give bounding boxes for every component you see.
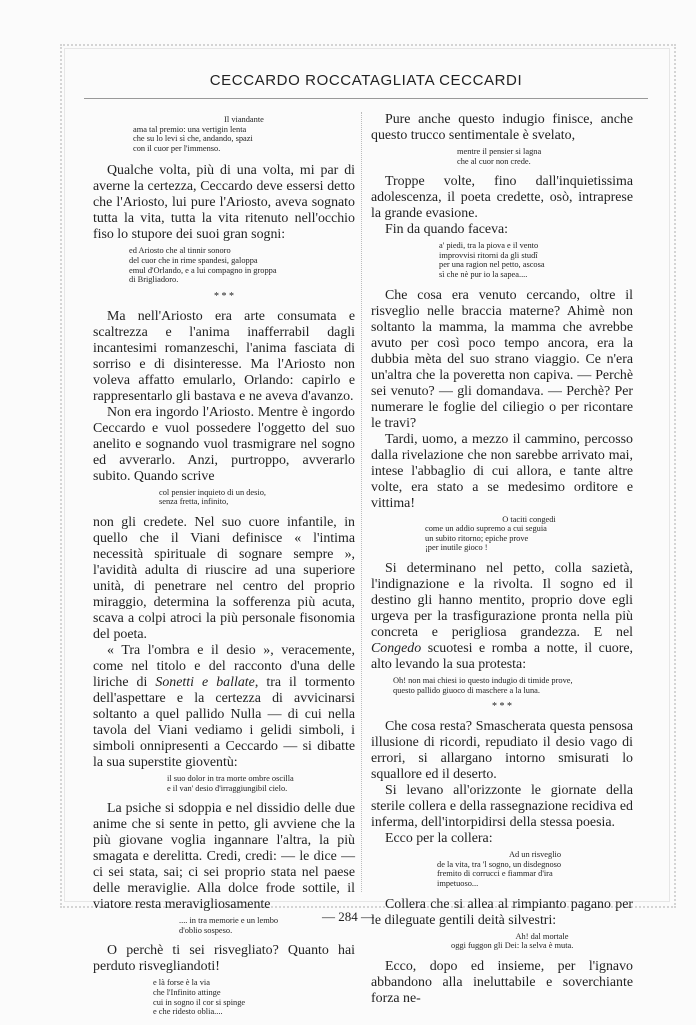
- verse-line: questo pallido giuoco di maschere a la luna.: [393, 685, 540, 695]
- verse-line: cui in sogno il cor si spinge: [153, 997, 246, 1007]
- verse-line: di Brigliadoro.: [129, 275, 179, 285]
- verse-line: che al cuor non crede.: [457, 156, 531, 166]
- paragraph-text: , tra il tormento dell'aspettare e la certezza di avvicinarsi soltanto a quel pallido Nulla — di cui nella tavola del Viani vediamo i gelidi simboli, i simboli onnipresenti a Ceccardo — si dibatte la sua superstite gioventù:: [93, 674, 355, 770]
- paragraph-text: Si determinano nel petto, colla sazietà, l'indignazione e la rivolta. Il sogno ed il destino gli hanno mentito, proprio dove egli urgeva per la trasfigurazione pronta nella più concreta e perigliosa grandezza. E nel: [371, 560, 633, 640]
- section-separator-asterisks: * * *: [492, 701, 512, 713]
- paragraph: Si levano all'orizzonte le giornate della sterile collera e della rassegnazione recidiva ed inferma, dell'intorpidirsi della stessa poesia.: [371, 783, 633, 831]
- header-rule: [84, 98, 648, 99]
- verse-line: il suo dolor in tra morte ombre oscilla: [167, 773, 294, 783]
- verse-line: ed Ariosto che al tinnir sonoro: [129, 246, 231, 256]
- verse-quote-dolor: [93, 774, 355, 793]
- verse-line: .... in tra memorie e un lembo: [179, 916, 279, 926]
- verse-line: oggi fuggon gli Dei: la selva è muta.: [451, 941, 574, 951]
- verse-line: e che ridesto oblia....: [153, 1007, 223, 1017]
- verse-line: emul d'Orlando, e a lui compagno in groppa: [129, 265, 277, 275]
- verse-line: che l'Infinito attinge: [153, 987, 221, 997]
- verse-line: Ah! dal mortale: [515, 931, 569, 941]
- paragraph-text: scuotesi e romba a notte, il cuore, alto levando la sua protesta:: [371, 640, 633, 672]
- verse-quote-viandante: [93, 115, 355, 153]
- verse-line: d'oblio sospeso.: [179, 925, 233, 935]
- verse-line: un subito ritorno; epiche prove: [425, 533, 529, 543]
- paragraph: Che cosa resta? Smascherata questa pensosa illusione di ricordi, repudiato il desio vago di errori, si allargano intorno smisurati lo squallore ed il deserto.: [371, 719, 633, 783]
- verse-line: come un addio supremo a cui seguia: [425, 524, 547, 534]
- verse-line: impetuoso...: [437, 878, 479, 888]
- paragraph: La psiche si sdoppia e nel dissidio delle due anime che si sente in petto, gli avviene che la più giovane voglia ingannare l'altra, la più smagata e derelitta. Credi, credi: — le dice — ci sei stata, sai; ci sei proprio stata nel paese delle meraviglie. Alla dolce frode sottile, il viatore resta meravigliosamente: [93, 801, 355, 913]
- paragraph: Non era ingordo l'Ariosto. Mentre è ingordo Ceccardo e vuol possedere l'oggetto del suo anelito e sognando vuol trasmigrare nel sogno ed avverarlo. Anzi, purtroppo, avverarlo subito. Quando scrive: [93, 404, 355, 484]
- verse-line: a' piedi, tra la piova e il vento: [439, 241, 539, 251]
- paragraph: non gli credete. Nel suo cuore infantile, in quello che il Viani definisce « l'intima necessità spirituale di sognare sempre », l'avidità adulta di riuscire ad una superiore unità, di penetrare nel centro del proprio miraggio, determina la sofferenza più acuta, scava a colpi atroci la più personale fisonomia del poeta.: [93, 514, 355, 642]
- work-title: Congedo: [371, 640, 422, 656]
- paragraph: Che cosa era venuto cercando, oltre il risveglio nelle braccia materne? Ahimè non soltanto la mamma, la mamma che avrebbe avuto per così poco tempo ancora, era la dubbia mèta del suo strano viaggio. Ce n'era un'altra che la poveretta non capiva. — Perchè sei venuto? — gli domandava. — Perchè? Per numerare le foglie del ciliegio o per ricontare le travi?: [371, 287, 633, 431]
- paragraph: Ma nell'Ariosto era arte consumata e scaltrezza e l'anima inafferrabil dagli incantesimi romanzeschi, l'anima fasciata di sorriso e di disinteresse. Ma l'Ariosto non voleva affatto emularlo, Orlando: capirlo e rappresentarlo gli bastava e ne aveva d'avanzo.: [93, 308, 355, 404]
- paragraph: Fin da quando faceva:: [385, 222, 509, 238]
- verse-quote-pensier: [93, 488, 355, 507]
- paragraph: [93, 643, 355, 771]
- verse-line: senza fretta, infinito,: [159, 497, 229, 507]
- paragraph: Ecco per la collera:: [385, 831, 493, 847]
- column-divider: [361, 112, 362, 892]
- verse-quote-pensier-lagna: [371, 147, 633, 166]
- verse-line: con il cuor per l'immenso.: [133, 143, 221, 153]
- work-title: Sonetti e ballate: [155, 674, 255, 690]
- page-number: — 284 —: [322, 909, 374, 924]
- verse-line: e là forse è la via: [153, 978, 210, 988]
- verse-line: ama tal premio: una vertigin lenta: [133, 124, 247, 134]
- verse-line: e il van' desio d'irraggiungibil cielo.: [167, 783, 288, 793]
- verse-quote-indugio: [371, 676, 633, 695]
- verse-line: O taciti congedi: [502, 514, 556, 524]
- paragraph: O perchè ti sei risvegliato? Quanto hai perduto risvegliandoti!: [93, 943, 355, 975]
- verse-line: Ad un risveglio: [508, 850, 562, 860]
- paragraph: Tardi, uomo, a mezzo il cammino, percosso dalla rivelazione che non sarebbe arrivato mai, intese l'abbaglio di cui allora, e tante altre volte, era stato a se medesimo orditore e vittima!: [371, 431, 633, 511]
- paragraph: Qualche volta, più di una volta, mi par di averne la certezza, Ceccardo deve essersi detto che l'Ariosto, lui pure l'Ariosto, aveva sognato tutta la vita, tutta la vita ritenuto nell'occhio fiso lo stupore dei suoi gran sogni:: [93, 163, 355, 243]
- verse-line: che su lo levi sì che, andando, spazi: [133, 134, 253, 144]
- verse-line: del cuor che in rime spandesi, galoppa: [129, 255, 258, 265]
- paragraph: Ecco, dopo ed insieme, per l'ignavo abbandono alla ineluttabile e soverchiante forza ne-: [371, 958, 633, 1006]
- verse-quote-via: [93, 978, 355, 1016]
- verse-line: Il viandante: [224, 115, 264, 124]
- verse-quote-risveglio: [371, 850, 633, 888]
- verse-quote-dei: [371, 932, 633, 951]
- verse-line: per una ragion nel petto, ascosa: [439, 260, 545, 270]
- verse-quote-piova: [371, 241, 633, 279]
- verse-quote-congedi: [371, 515, 633, 553]
- section-separator-asterisks: * * *: [214, 290, 234, 302]
- verse-line: sì che nè pur io la sapea....: [439, 269, 528, 279]
- paragraph: Collera che si allea al rimpianto pagano per le dileguate gentili deità silvestri:: [371, 896, 633, 928]
- verse-quote-ariosto: [93, 246, 355, 284]
- verse-line: mentre il pensier si lagna: [457, 147, 542, 156]
- paragraph: Troppe volte, fino dall'inquietissima adolescenza, il poeta credette, osò, intraprese la grande evasione.: [371, 174, 633, 222]
- paragraph: Pure anche questo indugio finisce, anche questo trucco sentimentale è svelato,: [371, 112, 633, 143]
- verse-line: de la vita, tra 'l sogno, un disdegnoso: [437, 859, 562, 869]
- verse-line: col pensier inquieto di un desio,: [159, 487, 266, 497]
- paragraph: [371, 561, 633, 673]
- verse-line: Oh! non mai chiesi io questo indugio di timide prove,: [393, 675, 573, 685]
- paragraph-text: « Tra l'ombra e il desio », veracemente, come nel titolo e del racconto d'una delle liriche di: [93, 642, 355, 690]
- verse-line: improvvisi ritorni da gli studî: [439, 250, 538, 260]
- verse-line: fremito di corrucci e fiammar d'ira: [437, 869, 553, 879]
- left-column: [93, 112, 355, 1025]
- verse-line: ¡per inutile gioco !: [425, 543, 488, 553]
- running-header: CECCARDO ROCCATAGLIATA CECCARDI: [209, 72, 523, 89]
- right-column: [371, 112, 633, 1007]
